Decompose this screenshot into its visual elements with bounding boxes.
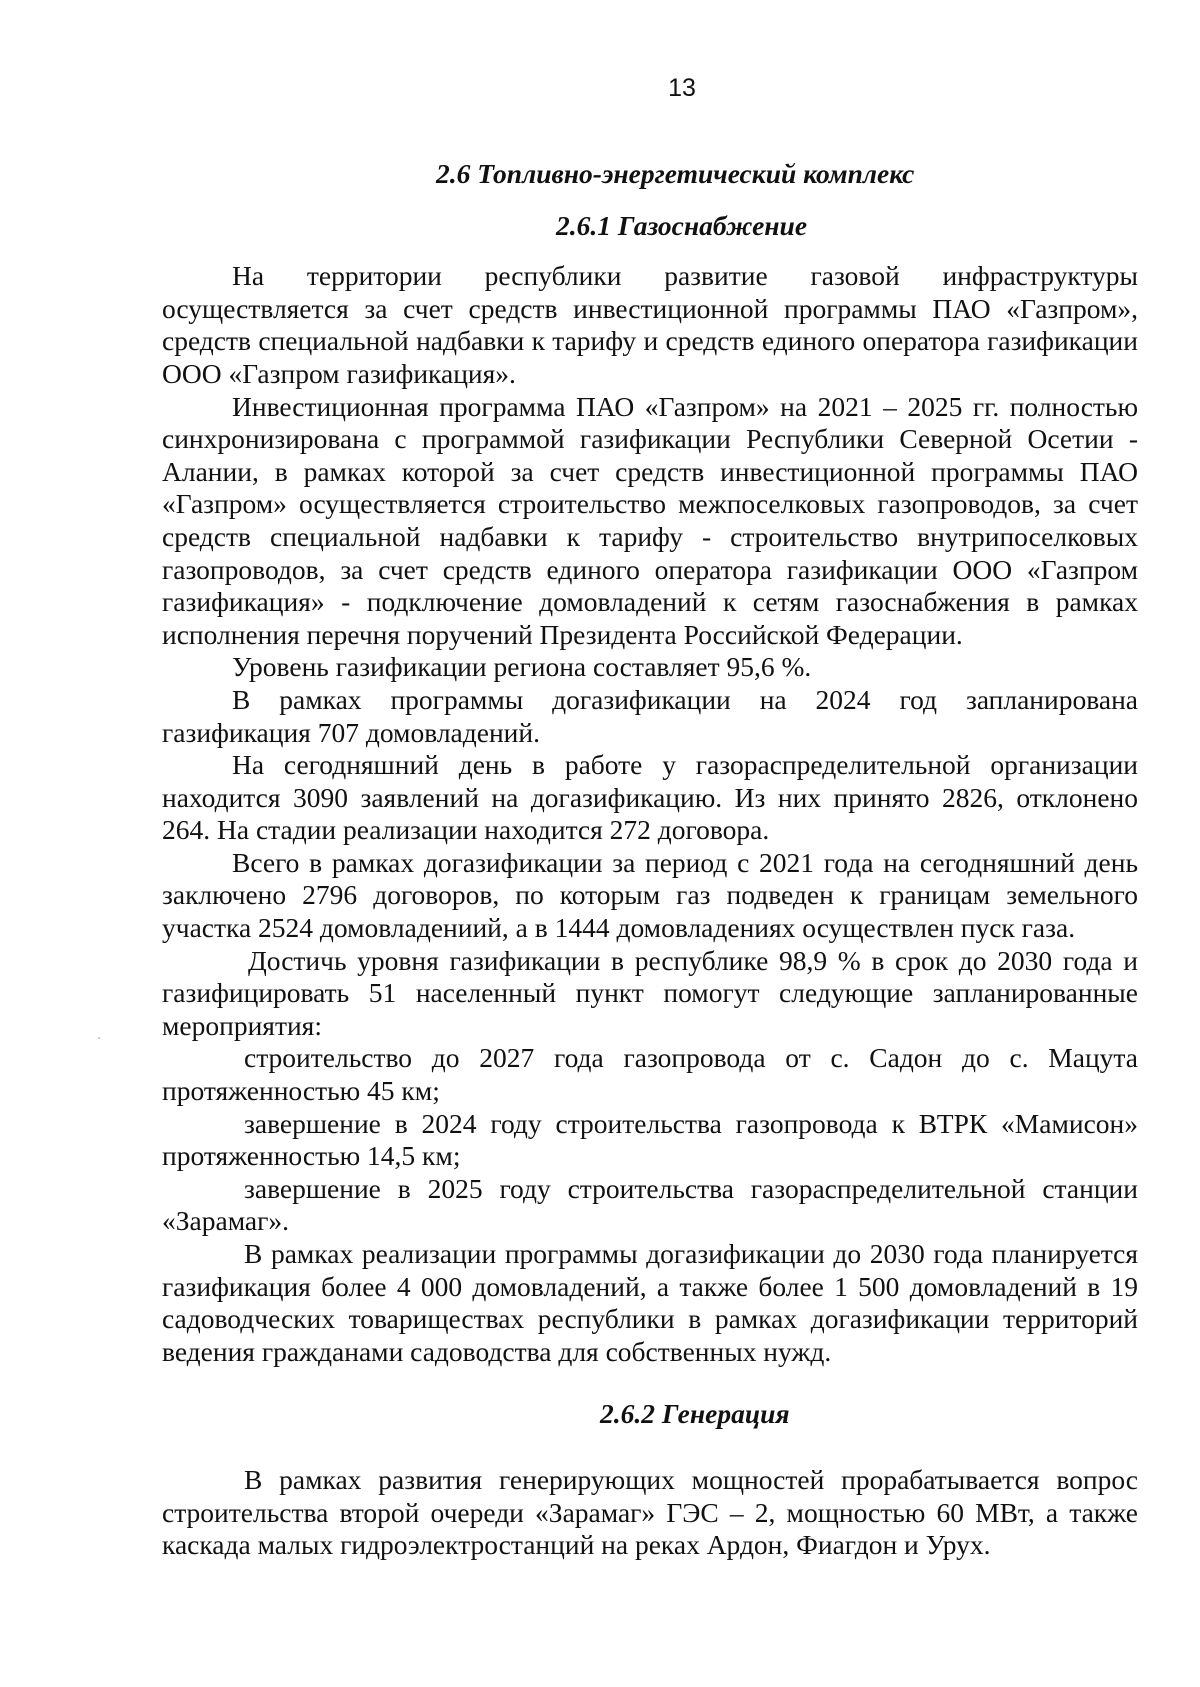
paragraph: На территории республики развитие газовой инфраструктуры осуществляется за счет средств инвестиционной программы ПАО «Газпром», средств специальной надбавки к тарифу и средств единого оператора газификации ООО «Газпром газификация». xyxy=(162,260,1138,389)
paragraph: В рамках развития генерирующих мощностей прорабатывается вопрос строительства второй очереди «Зарамаг» ГЭС – 2, мощностью 60 МВт, а также каскада малых гидроэлектростанций на реках Ардон, Фиагдон и Урух. xyxy=(162,1463,1138,1561)
paragraph: В рамках программы догазификации на 2024 год запланирована газификация 707 домовладений. xyxy=(162,683,1138,748)
paragraph: Инвестиционная программа ПАО «Газпром» на 2021 – 2025 гг. полностью синхронизирована с программой газификации Республики Северной Осетии - Алании, в рамках которой за счет средств инвестиционной программы ПАО «Газпром» осуществляется строительство межпоселковых газопроводов, за счет средств специальной надбавки к тарифу - строительство внутрипоселковых газопроводов, за счет средств единого оператора газификации ООО «Газпром газификация» - подключение домовладений к сетям газоснабжения в рамках исполнения перечня поручений Президента Российской Федерации. xyxy=(162,390,1138,650)
paragraph: На сегодняшний день в работе у газораспределительной организации находится 3090 заявлений на догазификацию. Из них принято 2826, отклонено 264. На стадии реализации находится 272 договора. xyxy=(162,749,1138,846)
list-item: строительство до 2027 года газопровода от с. Садон до с. Мацута протяженностью 45 км; xyxy=(162,1042,1138,1107)
subsection-heading-generation: 2.6.2 Генерация xyxy=(600,1398,790,1430)
paragraph: Достичь уровня газификации в республике 98,9 % в срок до 2030 года и газифицировать 51 населенный пункт помогут следующие запланированные мероприятия: xyxy=(162,944,1138,1041)
list-item: завершение в 2024 году строительства газопровода к ВТРК «Мамисон» протяженностью 14,5 км; xyxy=(162,1107,1138,1172)
paragraph: Уровень газификации региона составляет 95,6 %. xyxy=(232,651,812,683)
page-number: 13 xyxy=(668,74,696,102)
scan-speck xyxy=(98,1037,100,1039)
paragraph: Всего в рамках догазификации за период с 2021 года на сегодняшний день заключено 2796 договоров, по которым газ подведен к границам земельного участка 2524 домовладениий, а в 1444 домовладениях осуществлен пуск газа. xyxy=(162,846,1138,944)
paragraph: В рамках реализации программы догазификации до 2030 года планируется газификация более 4 000 домовладений, а также более 1 500 домовладений в 19 садоводческих товариществах республики в рамках догазификации территорий ведения гражданами садоводства для собственных нужд. xyxy=(162,1238,1138,1367)
list-item: завершение в 2025 году строительства газораспределительной станции «Зарамаг». xyxy=(162,1172,1138,1237)
page-content xyxy=(162,158,1138,1562)
section-heading: 2.6 Топливно-энергетический комплекс xyxy=(436,158,915,189)
subsection-heading-gas-supply: 2.6.1 Газоснабжение xyxy=(556,209,808,241)
